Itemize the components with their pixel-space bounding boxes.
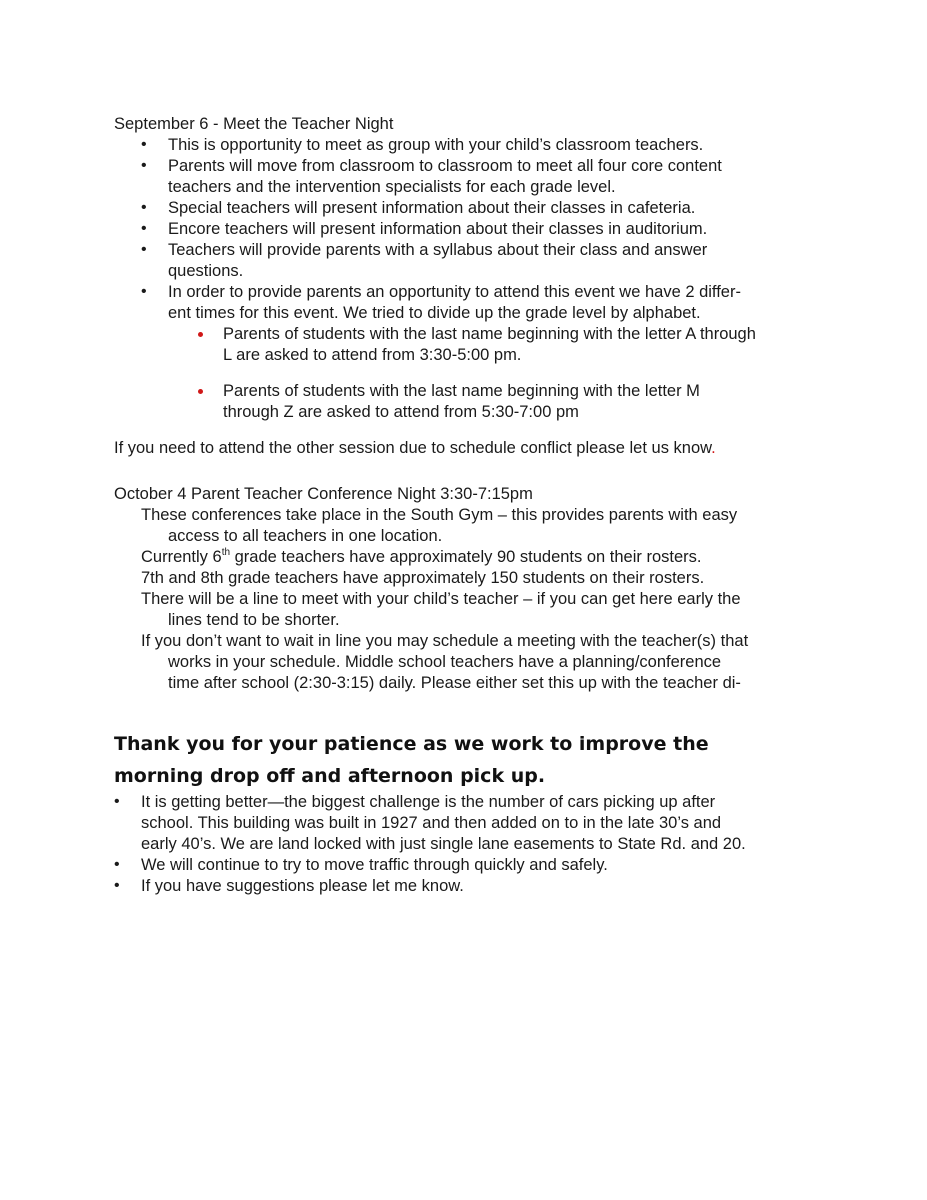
bullet-item: It is getting better—the biggest challenge is the number of cars picking up after <box>141 793 716 811</box>
bullet-item-continuation: ent times for this event. We tried to divide up the grade level by alphabet. <box>168 304 701 322</box>
bullet-marker: • <box>141 136 147 153</box>
bullet-marker: • <box>141 199 147 216</box>
sub-bullet-item: Parents of students with the last name beginning with the letter M <box>223 382 700 400</box>
traffic-heading-line-2: morning drop off and afternoon pick up. <box>114 765 546 787</box>
bullet-marker: • <box>141 157 147 174</box>
bullet-marker: • <box>114 793 120 810</box>
paragraph-line <box>141 547 701 567</box>
bullet-item-continuation: early 40’s. We are land locked with just single lane easements to State Rd. and 20. <box>141 835 746 853</box>
traffic-heading-line-1: Thank you for your patience as we work to improve the <box>114 733 709 755</box>
bullet-item-continuation: school. This building was built in 1927 and then added on to in the late 30’s and <box>141 814 722 832</box>
schedule-conflict-note-period: . <box>711 439 716 457</box>
bullet-item: In order to provide parents an opportunity to attend this event we have 2 differ- <box>168 283 741 301</box>
bullet-item-continuation: questions. <box>168 262 244 280</box>
bullet-item-continuation: teachers and the intervention specialists for each grade level. <box>168 178 616 196</box>
sub-bullet-item-continuation: through Z are asked to attend from 5:30-7:00 pm <box>223 403 579 421</box>
bullet-item: Parents will move from classroom to classroom to meet all four core content <box>168 157 722 175</box>
bullet-item: Encore teachers will present information about their classes in auditorium. <box>168 220 708 238</box>
superscript-th: th <box>221 547 231 558</box>
bullet-marker: • <box>141 220 147 237</box>
schedule-conflict-note <box>114 438 716 458</box>
sixth-grade-text: Currently 6 <box>141 548 222 566</box>
paragraph-line: If you don’t want to wait in line you may schedule a meeting with the teacher(s) that <box>141 632 749 650</box>
paragraph-line: 7th and 8th grade teachers have approximately 150 students on their rosters. <box>141 569 705 587</box>
sixth-grade-rest: grade teachers have approximately 90 students on their rosters. <box>230 548 702 566</box>
bullet-marker: • <box>114 856 120 873</box>
bullet-marker: • <box>114 877 120 894</box>
section-title-conference-night: October 4 Parent Teacher Conference Night 3:30-7:15pm <box>114 485 533 503</box>
paragraph-line-continuation: works in your schedule. Middle school teachers have a planning/conference <box>168 653 722 671</box>
schedule-conflict-note-text: If you need to attend the other session due to schedule conflict please let us know <box>114 439 712 457</box>
bullet-marker: • <box>141 241 147 258</box>
red-bullet-marker <box>198 389 203 394</box>
paragraph-line-continuation: lines tend to be shorter. <box>168 611 340 629</box>
paragraph-line: These conferences take place in the South Gym – this provides parents with easy <box>141 506 738 524</box>
bullet-item: Special teachers will present information about their classes in cafeteria. <box>168 199 696 217</box>
sub-bullet-item: Parents of students with the last name beginning with the letter A through <box>223 325 756 343</box>
sub-bullet-item-continuation: L are asked to attend from 3:30-5:00 pm. <box>223 346 522 364</box>
bullet-item: If you have suggestions please let me know. <box>141 877 464 895</box>
paragraph-line: There will be a line to meet with your child’s teacher – if you can get here early the <box>141 590 741 608</box>
section-title-meet-teacher-night: September 6 - Meet the Teacher Night <box>114 115 394 133</box>
bullet-item: This is opportunity to meet as group with your child’s classroom teachers. <box>168 136 704 154</box>
bullet-item: We will continue to try to move traffic through quickly and safely. <box>141 856 608 874</box>
bullet-marker: • <box>141 283 147 300</box>
paragraph-line-continuation: access to all teachers in one location. <box>168 527 443 545</box>
red-bullet-marker <box>198 332 203 337</box>
paragraph-line-continuation: time after school (2:30-3:15) daily. Please either set this up with the teacher di- <box>168 674 741 692</box>
bullet-item: Teachers will provide parents with a syllabus about their class and answer <box>168 241 708 259</box>
